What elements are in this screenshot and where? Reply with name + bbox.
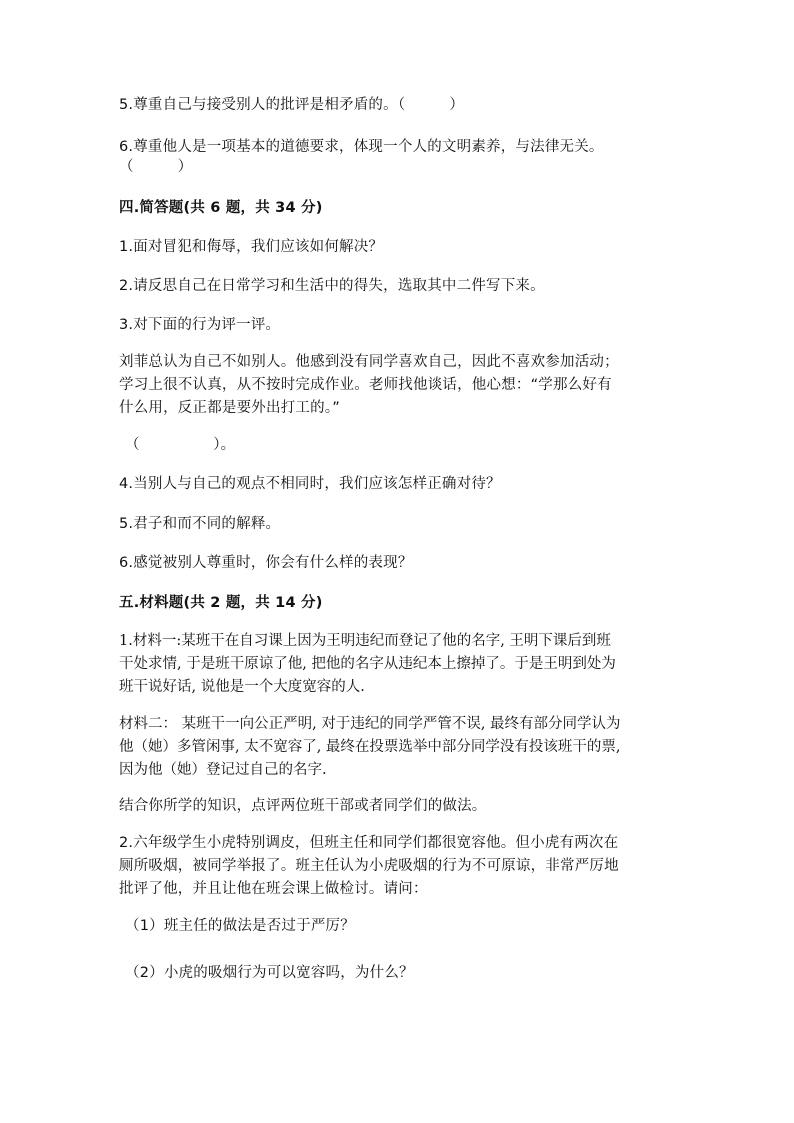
question-4-3-text-line3: 什么用，反正都是要外出打工的。” bbox=[119, 400, 340, 416]
question-5-2-sub2: （2）小虎的吸烟行为可以宽容吗，为什么？ bbox=[125, 965, 414, 981]
material-1-line1: 1.材料一:某班干在自习课上因为王明违纪而登记了他的名字, 王明下课后到班 bbox=[119, 633, 611, 649]
material-2-line3: 因为他（她）登记过自己的名字. bbox=[119, 762, 327, 778]
question-4-4: 4.当别人与自己的观点不相同时，我们应该怎样正确对待？ bbox=[119, 476, 501, 492]
question-5-2-sub1: （1）班主任的做法是否过于严厉？ bbox=[125, 918, 355, 934]
question-4-3-blank: （ ）。 bbox=[125, 437, 236, 453]
question-5-2-line3: 批评了他，并且让他在班会课上做检讨。请问： bbox=[119, 881, 428, 897]
question-4-3: 3.对下面的行为评一评。 bbox=[119, 317, 281, 333]
question-4-3-text-line2: 学习上很不认真，从不按时完成作业。老师找他谈话，他心想：“学那么好有 bbox=[119, 377, 612, 393]
section-4-heading: 四.简答题(共 6 题，共 34 分) bbox=[119, 200, 323, 216]
material-1-line3: 班干说好话, 说他是一个大度宽容的人. bbox=[119, 679, 365, 695]
question-4-3-text-line1: 刘菲总认为自己不如别人。他感到没有同学喜欢自己，因此不喜欢参加活动； bbox=[119, 354, 619, 370]
question-4-2: 2.请反思自己在日常学习和生活中的得失，选取其中二件写下来。 bbox=[119, 278, 545, 294]
question-5-1-prompt: 结合你所学的知识，点评两位班干部或者同学们的做法。 bbox=[119, 798, 487, 814]
question-3-6-line1: 6.尊重他人是一项基本的道德要求，体现一个人的文明素养，与法律无关。 bbox=[119, 139, 604, 155]
question-4-1: 1.面对冒犯和侮辱，我们应该如何解决？ bbox=[119, 239, 384, 255]
material-1-line2: 干处求情, 于是班干原谅了他, 把他的名字从违纪本上擦掉了。于是王明到处为 bbox=[119, 656, 616, 672]
question-4-6: 6.感觉被别人尊重时，你会有什么样的表现？ bbox=[119, 555, 413, 571]
material-2-line1: 材料二： 某班干一向公正严明, 对于违纪的同学严管不误, 最终有部分同学认为 bbox=[119, 716, 621, 732]
question-4-5: 5.君子和而不同的解释。 bbox=[119, 516, 281, 532]
section-5-heading: 五.材料题(共 2 题，共 14 分) bbox=[119, 595, 323, 611]
question-5-2-line2: 厕所吸烟，被同学举报了。班主任认为小虎吸烟的行为不可原谅，非常严厉地 bbox=[119, 858, 619, 874]
material-2-line2: 他（她）多管闲事, 太不宽容了, 最终在投票选举中部分同学没有投该班干的票, bbox=[119, 739, 621, 755]
question-3-5: 5.尊重自己与接受别人的批评是相矛盾的。（ ） bbox=[119, 97, 465, 113]
question-3-6-blank: （ ） bbox=[119, 159, 193, 175]
question-5-2-line1: 2.六年级学生小虎特别调皮，但班主任和同学们都很宽容他。但小虎有两次在 bbox=[119, 835, 619, 851]
